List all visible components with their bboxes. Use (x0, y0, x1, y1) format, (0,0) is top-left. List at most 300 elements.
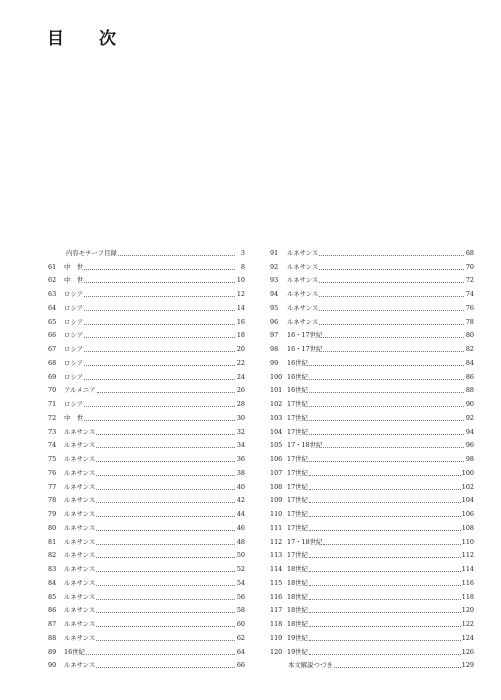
dot-leader (309, 392, 464, 393)
dot-leader (96, 461, 235, 462)
toc-entry[interactable] (270, 573, 474, 587)
toc-entry-label: ルネサンス (64, 551, 96, 560)
toc-entry-page: 62 (236, 633, 245, 642)
toc-entry[interactable] (270, 504, 474, 518)
toc-entry-label: 19世紀 (287, 647, 308, 656)
toc-entry-page: 24 (236, 372, 245, 381)
toc-entry[interactable] (48, 614, 245, 628)
toc-entry[interactable] (270, 298, 474, 312)
dot-leader (323, 447, 464, 448)
toc-entry-page: 94 (465, 427, 474, 436)
toc-entry[interactable] (270, 394, 474, 408)
dot-leader (96, 557, 235, 558)
toc-entry-label: 17世紀 (287, 496, 308, 505)
toc-entry[interactable] (270, 312, 474, 326)
dot-leader (96, 571, 235, 572)
toc-entry[interactable] (48, 271, 245, 285)
dot-leader (319, 282, 464, 283)
toc-entry-label: 18世紀 (287, 620, 308, 628)
toc-entry-label: アルメニア (64, 386, 96, 395)
toc-entry-number: 95 (270, 303, 279, 312)
dot-leader (323, 544, 460, 545)
dot-leader (84, 269, 235, 270)
dot-leader (334, 667, 461, 668)
dot-leader (309, 557, 461, 558)
toc-entry-page: 8 (240, 262, 245, 271)
dot-leader (319, 324, 464, 325)
toc-entry-label: ルネサンス (287, 248, 319, 257)
toc-entry-number: 76 (48, 468, 57, 477)
dot-leader (309, 571, 461, 572)
toc-entry-label: ロシア (64, 331, 84, 340)
toc-entry-number: 69 (48, 372, 57, 381)
toc-entry-page: 90 (465, 400, 474, 408)
dot-leader (309, 530, 461, 531)
toc-entry[interactable] (48, 312, 245, 326)
toc-entry-label: 中 世 (64, 262, 84, 271)
toc-entry-number: 98 (270, 345, 279, 353)
toc-entry-number: 117 (270, 606, 283, 615)
toc-entry-label: 17世紀 (287, 400, 308, 408)
toc-entry-number: 119 (270, 633, 283, 642)
toc-entry[interactable] (48, 298, 245, 312)
toc-entry-label: ルネサンス (64, 537, 96, 546)
toc-entry[interactable] (270, 257, 474, 271)
toc-entry[interactable] (270, 367, 474, 381)
toc-entry[interactable] (270, 326, 474, 340)
toc-entry[interactable] (48, 339, 245, 353)
toc-entry-number: 67 (48, 345, 57, 353)
toc-entry[interactable] (270, 422, 474, 436)
toc-entry-label: 16世紀 (287, 386, 308, 395)
toc-entry-page: 80 (465, 331, 474, 340)
toc-entry-label: 中 世 (64, 413, 84, 422)
toc-entry-label: 18世紀 (287, 592, 308, 601)
toc-entry[interactable] (48, 587, 245, 601)
dot-leader (309, 489, 461, 490)
toc-entry-page: 76 (465, 303, 474, 312)
page-title: 目 次 (47, 29, 125, 49)
toc-entry-label: ルネサンス (64, 620, 96, 628)
toc-entry-page: 102 (461, 482, 474, 491)
toc-entry-page: 104 (461, 496, 474, 505)
toc-entry[interactable] (270, 656, 474, 670)
toc-entry-page: 82 (465, 345, 474, 353)
toc-entry[interactable] (48, 601, 245, 615)
toc-entry-number: 112 (270, 537, 283, 546)
toc-entry[interactable] (48, 491, 245, 505)
dot-leader (319, 296, 464, 297)
toc-entry-label: ロシア (64, 290, 84, 298)
toc-entry-label: 17・18世紀 (287, 441, 323, 450)
toc-entry[interactable] (270, 463, 474, 477)
toc-entry-label: 17世紀 (287, 482, 308, 491)
toc-entry-label: ルネサンス (64, 523, 96, 532)
toc-entry-page: 74 (465, 290, 474, 298)
toc-entry-page: 126 (461, 647, 474, 656)
dot-leader (96, 640, 235, 641)
dot-leader (96, 612, 235, 613)
toc-entry[interactable] (48, 422, 245, 436)
dot-leader (96, 434, 235, 435)
toc-entry-page: 122 (461, 620, 474, 628)
toc-entry[interactable] (48, 504, 245, 518)
toc-entry[interactable] (270, 449, 474, 463)
toc-entry-number: 80 (48, 523, 57, 532)
toc-entry[interactable] (48, 573, 245, 587)
toc-entry[interactable] (48, 408, 245, 422)
toc-entry-number: 113 (270, 551, 283, 560)
toc-entry-page: 14 (236, 303, 245, 312)
toc-entry-page: 108 (461, 523, 474, 532)
toc-entry[interactable] (48, 656, 245, 670)
toc-entry-number: 85 (48, 592, 57, 601)
dot-leader (309, 475, 461, 476)
toc-entry-page: 20 (236, 345, 245, 353)
toc-entry-number: 120 (270, 647, 283, 656)
toc-entry-number: 107 (270, 468, 283, 477)
toc-entry-number: 100 (270, 372, 283, 381)
toc-entry-page: 86 (465, 372, 474, 381)
toc-entry[interactable] (48, 559, 245, 573)
toc-entry-label: 17世紀 (287, 455, 308, 463)
toc-entry-label: 16世紀 (64, 647, 85, 656)
dot-leader (96, 447, 235, 448)
toc-entry[interactable] (270, 532, 474, 546)
toc-entry-number: 109 (270, 496, 283, 505)
toc-entry-number: 74 (48, 441, 57, 450)
toc-entry-page: 66 (236, 661, 245, 670)
dot-leader (86, 654, 235, 655)
toc-entry-page: 38 (236, 468, 245, 477)
toc-entry-label: ルネサンス (287, 262, 319, 271)
dot-leader (309, 612, 461, 613)
toc-entry-label: 17世紀 (287, 427, 308, 436)
toc-entry-number: 88 (48, 633, 57, 642)
toc-entry-number: 89 (48, 647, 57, 656)
toc-entry[interactable] (48, 642, 245, 656)
toc-entry-page: 18 (236, 331, 245, 340)
toc-entry-page: 52 (236, 565, 245, 573)
toc-entry-number: 115 (270, 578, 283, 587)
toc-column-right (270, 243, 474, 669)
toc-entry-page: 114 (461, 565, 474, 573)
toc-entry-number: 102 (270, 400, 283, 408)
dot-leader (309, 461, 464, 462)
toc-entry[interactable] (270, 339, 474, 353)
toc-entry[interactable] (48, 257, 245, 271)
dot-leader (309, 516, 461, 517)
toc-entry[interactable] (48, 243, 245, 257)
toc-entry-page: 30 (236, 413, 245, 422)
dot-leader (96, 475, 235, 476)
toc-entry-label: ルネサンス (64, 565, 96, 573)
dot-leader (96, 544, 235, 545)
toc-entry-label: 17世紀 (287, 551, 308, 560)
toc-entry-number: 61 (48, 262, 57, 271)
toc-entry-page: 120 (461, 606, 474, 615)
toc-entry[interactable] (270, 353, 474, 367)
toc-entry-label: ルネサンス (64, 482, 96, 491)
dot-leader (84, 337, 235, 338)
toc-entry[interactable] (48, 367, 245, 381)
toc-entry-page: 54 (236, 578, 245, 587)
dot-leader (309, 626, 461, 627)
toc-entry-page: 22 (236, 358, 245, 367)
toc-entry-page: 96 (465, 441, 474, 450)
toc-entry-number: 79 (48, 510, 57, 518)
dot-leader (84, 310, 235, 311)
toc-entry-label: ロシア (64, 317, 84, 326)
dot-leader (309, 420, 464, 421)
toc-entry-label: ルネサンス (64, 510, 96, 518)
dot-leader (309, 406, 464, 407)
toc-entry-label: 17・18世紀 (287, 537, 323, 546)
toc-entry-page: 56 (236, 592, 245, 601)
toc-entry-label: ルネサンス (287, 290, 319, 298)
toc-entry-page: 12 (236, 290, 245, 298)
toc-entry[interactable] (48, 353, 245, 367)
toc-entry-label: ロシア (64, 303, 84, 312)
toc-entry-label: ルネサンス (64, 496, 96, 505)
dot-leader (309, 379, 464, 380)
toc-entry-label: 17世紀 (287, 523, 308, 532)
toc-entry-label: 16世紀 (287, 358, 308, 367)
dot-leader (84, 324, 235, 325)
toc-entry-number: 63 (48, 290, 57, 298)
toc-entry[interactable] (48, 628, 245, 642)
dot-leader (309, 654, 461, 655)
dot-leader (309, 599, 461, 600)
toc-entry-number: 118 (270, 620, 283, 628)
toc-entry-page: 78 (465, 317, 474, 326)
dot-leader (319, 255, 464, 256)
toc-entry[interactable] (270, 587, 474, 601)
toc-entry-number: 68 (48, 358, 57, 367)
dot-leader (309, 365, 464, 366)
toc-entry[interactable] (270, 601, 474, 615)
toc-entry[interactable] (270, 381, 474, 395)
toc-entry-page: 46 (236, 523, 245, 532)
toc-entry[interactable] (48, 477, 245, 491)
toc-entry-page: 98 (465, 455, 474, 463)
toc-entry-page: 124 (461, 633, 474, 642)
toc-entry-number: 62 (48, 276, 57, 285)
toc-entry-page: 34 (236, 441, 245, 450)
toc-entry-page: 112 (461, 551, 474, 560)
toc-entry-label: ルネサンス (64, 441, 96, 450)
dot-leader (319, 310, 464, 311)
dot-leader (96, 626, 235, 627)
toc-entry-label: 16世紀 (287, 372, 308, 381)
dot-leader (323, 337, 464, 338)
toc-entry-label: 17世紀 (287, 413, 308, 422)
toc-entry-number: 77 (48, 482, 57, 491)
toc-entry[interactable] (48, 463, 245, 477)
toc-entry[interactable] (48, 381, 245, 395)
toc-entry-label: ルネサンス (287, 303, 319, 312)
toc-entry-label: 17世紀 (287, 510, 308, 518)
toc-entry-label: ルネサンス (287, 276, 319, 285)
dot-leader (96, 502, 235, 503)
toc-entry-number: 91 (270, 248, 279, 257)
dot-leader (118, 255, 235, 256)
toc-entry-number: 82 (48, 551, 57, 560)
toc-entry-page: 110 (461, 537, 474, 546)
toc-entry[interactable] (270, 642, 474, 656)
toc-entry-number: 70 (48, 386, 57, 395)
toc-entry-page: 40 (236, 482, 245, 491)
dot-leader (84, 365, 235, 366)
toc-entry-number: 71 (48, 400, 57, 408)
toc-entry-number: 72 (48, 413, 57, 422)
toc-entry-number: 81 (48, 537, 57, 546)
toc-entry-number: 75 (48, 455, 57, 463)
toc-entry-number: 78 (48, 496, 57, 505)
toc-entry-label: ルネサンス (64, 578, 96, 587)
toc-entry[interactable] (270, 284, 474, 298)
dot-leader (309, 434, 464, 435)
toc-entry-page: 129 (461, 661, 474, 670)
toc-entry-label: 16・17世紀 (287, 331, 323, 340)
toc-entry[interactable] (270, 614, 474, 628)
toc-entry-number: 93 (270, 276, 279, 285)
toc-entry-page: 106 (461, 510, 474, 518)
dot-leader (319, 269, 464, 270)
dot-leader (84, 351, 235, 352)
toc-entry[interactable] (48, 449, 245, 463)
dot-leader (84, 282, 235, 283)
toc-entry[interactable] (48, 546, 245, 560)
toc-entry-number: 90 (48, 661, 57, 670)
toc-entry[interactable] (270, 477, 474, 491)
toc-entry-page: 10 (236, 276, 245, 285)
dot-leader (309, 585, 461, 586)
dot-leader (309, 640, 461, 641)
toc-entry[interactable] (48, 326, 245, 340)
dot-leader (96, 516, 235, 517)
toc-entry-number: 116 (270, 592, 283, 601)
toc-entry[interactable] (48, 436, 245, 450)
toc-entry-label: 19世紀 (287, 633, 308, 642)
dot-leader (84, 420, 235, 421)
toc-entry-page: 36 (236, 455, 245, 463)
toc-entry[interactable] (270, 518, 474, 532)
toc-entry-page: 44 (236, 510, 245, 518)
toc-entry[interactable] (270, 271, 474, 285)
toc-entry-number: 87 (48, 620, 57, 628)
toc-entry-number: 103 (270, 413, 283, 422)
dot-leader (96, 599, 235, 600)
toc-entry-number: 96 (270, 317, 279, 326)
dot-leader (309, 502, 461, 503)
dot-leader (323, 351, 464, 352)
toc-entry[interactable] (48, 532, 245, 546)
toc-entry-number: 114 (270, 565, 283, 573)
toc-entry[interactable] (270, 436, 474, 450)
toc-entry-page: 68 (465, 248, 474, 257)
toc-entry-label: ロシア (64, 345, 84, 353)
dot-leader (84, 296, 235, 297)
toc-entry-number: 97 (270, 331, 279, 340)
toc-entry[interactable] (270, 546, 474, 560)
toc-entry[interactable] (270, 243, 474, 257)
toc-entry-number: 105 (270, 441, 283, 450)
toc-entry-label: 18世紀 (287, 565, 308, 573)
toc-entry-label: ルネサンス (64, 592, 96, 601)
toc-entry[interactable] (270, 408, 474, 422)
toc-entry-page: 58 (236, 606, 245, 615)
toc-entry-number: 104 (270, 427, 283, 436)
dot-leader (96, 667, 235, 668)
toc-entry-label: 本文解説つづき (288, 661, 333, 670)
toc-entry-label: ロシア (64, 358, 84, 367)
toc-entry-label: 内容モチーフ目録 (66, 248, 117, 257)
toc-entry-number: 108 (270, 482, 283, 491)
toc-entry[interactable] (270, 491, 474, 505)
toc-entry-label: ルネサンス (64, 468, 96, 477)
dot-leader (84, 406, 235, 407)
toc-entry-page: 26 (236, 386, 245, 395)
toc-entry-page: 84 (465, 358, 474, 367)
dot-leader (96, 489, 235, 490)
toc-entry-label: ルネサンス (287, 317, 319, 326)
toc-entry-label: ロシア (64, 372, 84, 381)
toc-entry-number: 110 (270, 510, 283, 518)
toc-entry-label: 18世紀 (287, 606, 308, 615)
toc-entry-number: 99 (270, 358, 279, 367)
toc-entry-number: 101 (270, 386, 283, 395)
toc-entry-page: 116 (461, 578, 474, 587)
toc-entry-page: 92 (465, 413, 474, 422)
toc-entry-label: ルネサンス (64, 427, 96, 436)
toc-entry-number: 86 (48, 606, 57, 615)
toc-entry-label: ルネサンス (64, 633, 96, 642)
toc-entry-page: 50 (236, 551, 245, 560)
toc-entry-number: 94 (270, 290, 279, 298)
toc-entry[interactable] (48, 284, 245, 298)
toc-entry-number: 64 (48, 303, 57, 312)
toc-entry-number: 73 (48, 427, 57, 436)
toc-entry-number: 84 (48, 578, 57, 587)
toc-entry-page: 28 (236, 400, 245, 408)
toc-entry-label: 17世紀 (287, 468, 308, 477)
toc-entry-page: 48 (236, 537, 245, 546)
toc-entry-page: 16 (236, 317, 245, 326)
toc-column-left (48, 243, 245, 669)
toc-entry-page: 70 (465, 262, 474, 271)
toc-entry-page: 72 (465, 276, 474, 285)
toc-entry-number: 92 (270, 262, 279, 271)
toc-entry-page: 3 (240, 248, 245, 257)
toc-entry-label: 18世紀 (287, 578, 308, 587)
toc-entry-number: 65 (48, 317, 57, 326)
dot-leader (97, 392, 235, 393)
toc-entry-number: 111 (270, 523, 283, 532)
toc-entry[interactable] (270, 628, 474, 642)
toc-entry-number: 106 (270, 455, 283, 463)
toc-entry-page: 118 (461, 592, 474, 601)
dot-leader (96, 530, 235, 531)
dot-leader (84, 379, 235, 380)
toc-entry[interactable] (48, 518, 245, 532)
toc-entry-label: ロシア (64, 400, 84, 408)
toc-entry-page: 32 (236, 427, 245, 436)
toc-entry[interactable] (48, 394, 245, 408)
toc-entry-page: 88 (465, 386, 474, 395)
toc-entry-page: 42 (236, 496, 245, 505)
toc-entry[interactable] (270, 559, 474, 573)
